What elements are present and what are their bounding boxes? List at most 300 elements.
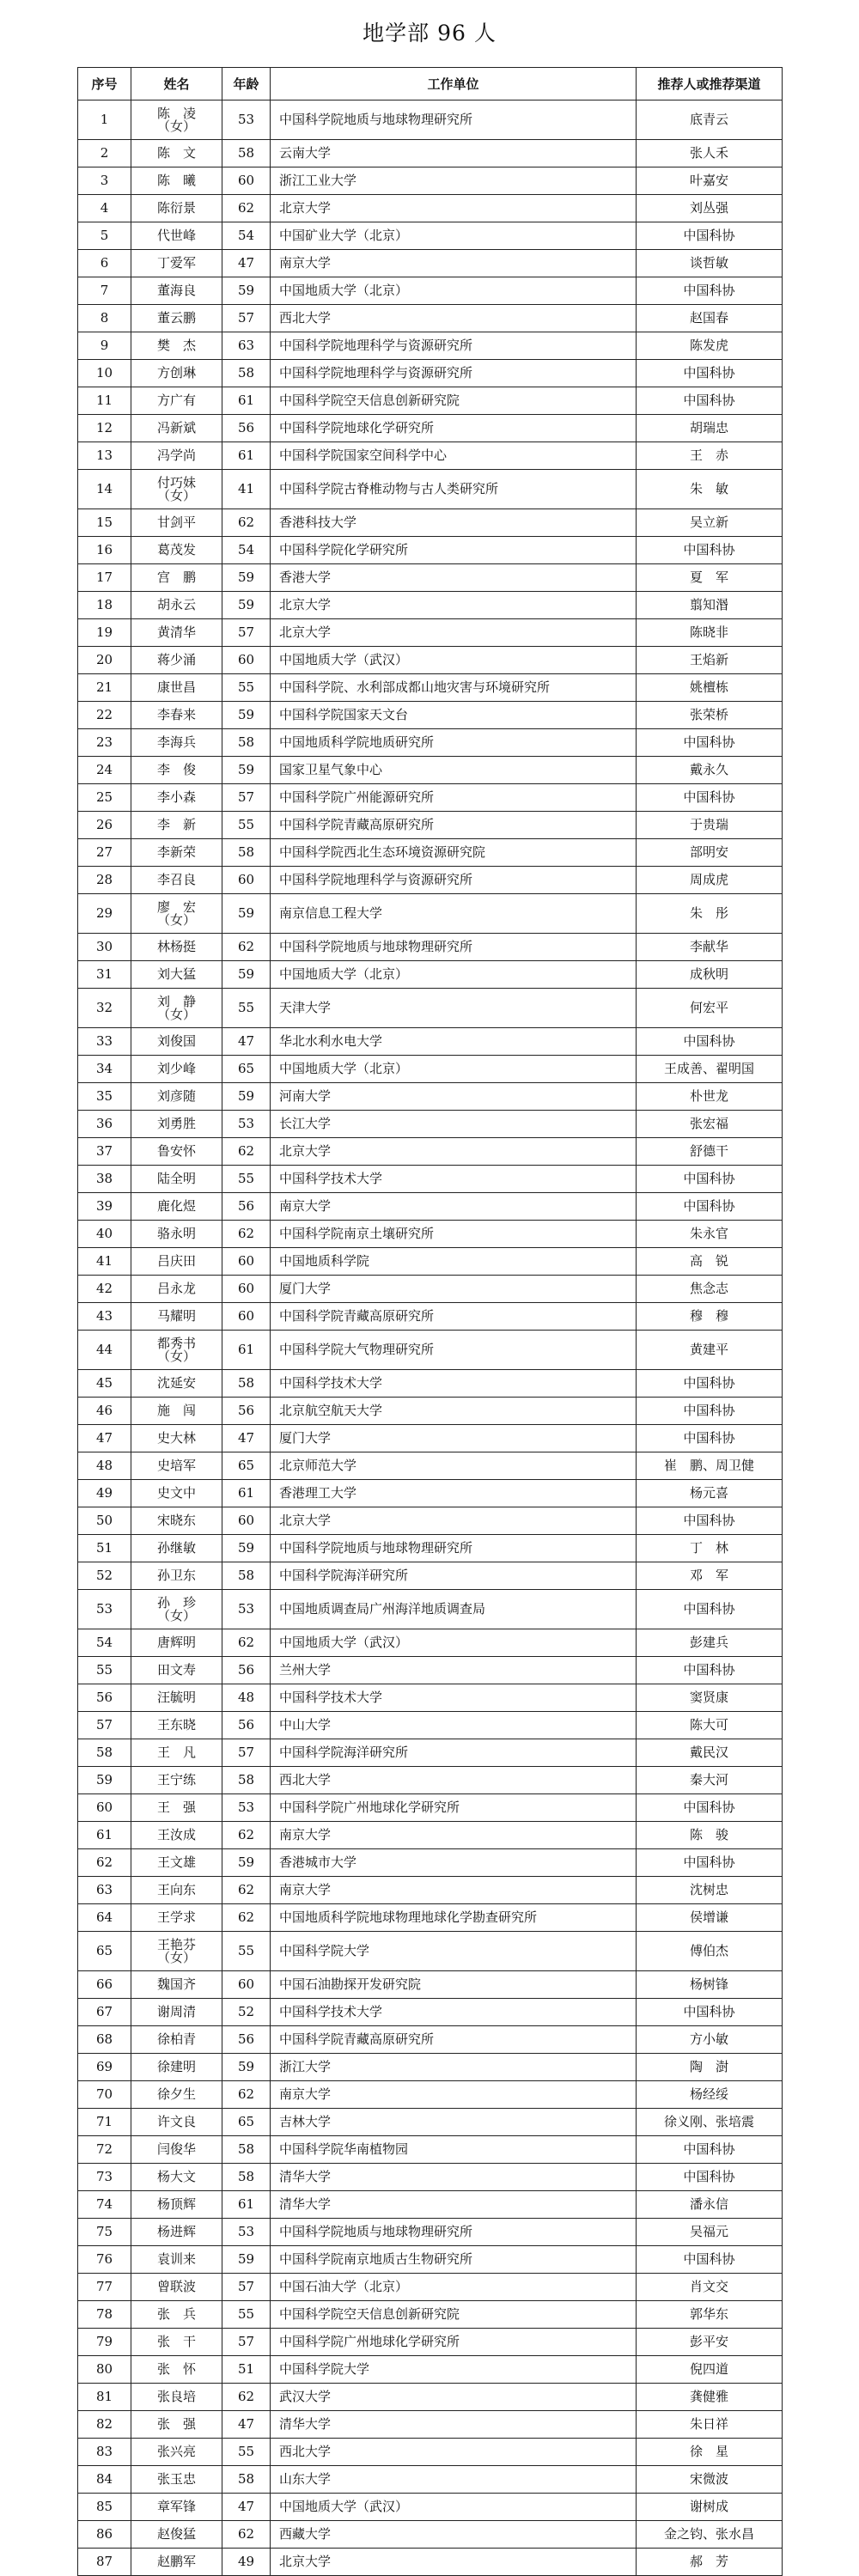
row-unit: 中国地质大学（北京） — [271, 961, 637, 989]
row-age: 62 — [222, 2384, 271, 2411]
row-recommender: 彭平安 — [637, 2329, 783, 2356]
row-index: 56 — [78, 1684, 131, 1712]
row-index: 63 — [78, 1877, 131, 1904]
row-unit: 中国地质大学（武汉） — [271, 1629, 637, 1657]
row-recommender: 中国科协 — [637, 387, 783, 415]
table-row — [78, 2136, 783, 2164]
row-recommender: 黄建平 — [637, 1331, 783, 1370]
row-name: 张 兵 — [131, 2301, 222, 2329]
row-age: 62 — [222, 1221, 271, 1248]
row-recommender: 谢树成 — [637, 2494, 783, 2521]
row-index: 50 — [78, 1507, 131, 1535]
row-age: 56 — [222, 2026, 271, 2054]
row-unit: 中国地质大学（北京） — [271, 277, 637, 305]
row-index: 70 — [78, 2081, 131, 2109]
row-age: 55 — [222, 989, 271, 1028]
table-row — [78, 1657, 783, 1684]
table-row — [78, 140, 783, 167]
row-index: 28 — [78, 867, 131, 894]
row-index: 13 — [78, 442, 131, 470]
table-row — [78, 2466, 783, 2494]
row-unit: 中国科学院空天信息创新研究院 — [271, 387, 637, 415]
table-row — [78, 2219, 783, 2246]
header-unit: 工作单位 — [271, 68, 637, 100]
row-unit: 中国石油勘探开发研究院 — [271, 1971, 637, 1999]
table-row — [78, 1248, 783, 1276]
row-unit: 中国科学院南京地质古生物研究所 — [271, 2246, 637, 2274]
row-index: 12 — [78, 415, 131, 442]
row-name: 林杨挺 — [131, 934, 222, 961]
table-row — [78, 729, 783, 757]
row-age: 58 — [222, 2164, 271, 2191]
row-age: 62 — [222, 2081, 271, 2109]
row-name: 李小森 — [131, 784, 222, 812]
header-age: 年龄 — [222, 68, 271, 100]
row-unit: 中国科学院化学研究所 — [271, 537, 637, 564]
row-recommender: 崔 鹏、周卫健 — [637, 1452, 783, 1480]
row-age: 58 — [222, 1767, 271, 1794]
row-name: 廖 宏 （女） — [131, 894, 222, 934]
table-row — [78, 1684, 783, 1712]
table-row — [78, 2109, 783, 2136]
row-name: 王东晓 — [131, 1712, 222, 1739]
row-name: 许文良 — [131, 2109, 222, 2136]
table-row — [78, 1562, 783, 1590]
row-unit: 中国科学院华南植物园 — [271, 2136, 637, 2164]
table-row — [78, 619, 783, 647]
row-unit: 北京师范大学 — [271, 1452, 637, 1480]
row-recommender: 中国科协 — [637, 277, 783, 305]
row-name: 魏国齐 — [131, 1971, 222, 1999]
table-body — [78, 100, 783, 2576]
row-unit: 中国科学院国家空间科学中心 — [271, 442, 637, 470]
row-age: 61 — [222, 442, 271, 470]
row-name: 施 闯 — [131, 1398, 222, 1425]
table-row — [78, 1822, 783, 1849]
row-age: 60 — [222, 867, 271, 894]
row-index: 71 — [78, 2109, 131, 2136]
row-index: 9 — [78, 332, 131, 360]
row-name: 黄清华 — [131, 619, 222, 647]
row-name: 陆全明 — [131, 1166, 222, 1193]
row-name: 胡永云 — [131, 592, 222, 619]
row-index: 32 — [78, 989, 131, 1028]
row-age: 58 — [222, 2466, 271, 2494]
row-recommender: 谈哲敏 — [637, 250, 783, 277]
row-age: 59 — [222, 2054, 271, 2081]
row-unit: 西北大学 — [271, 1767, 637, 1794]
row-index: 52 — [78, 1562, 131, 1590]
row-recommender: 戴永久 — [637, 757, 783, 784]
row-index: 47 — [78, 1425, 131, 1452]
page-title: 地学部 96 人 — [362, 21, 497, 46]
row-age: 53 — [222, 2219, 271, 2246]
row-name: 蒋少涌 — [131, 647, 222, 674]
row-unit: 北京大学 — [271, 592, 637, 619]
row-name: 陈 曦 — [131, 167, 222, 195]
row-unit: 中国科学院南京土壤研究所 — [271, 1221, 637, 1248]
row-index: 23 — [78, 729, 131, 757]
row-recommender: 底青云 — [637, 100, 783, 140]
row-recommender: 中国科协 — [637, 1849, 783, 1877]
row-age: 47 — [222, 2494, 271, 2521]
row-recommender: 中国科协 — [637, 1794, 783, 1822]
row-index: 1 — [78, 100, 131, 140]
row-unit: 中国地质大学（北京） — [271, 1056, 637, 1083]
row-unit: 中国科学院广州地球化学研究所 — [271, 2329, 637, 2356]
row-unit: 长江大学 — [271, 1111, 637, 1138]
row-unit: 厦门大学 — [271, 1276, 637, 1303]
row-unit: 中国科学院西北生态环境资源研究院 — [271, 839, 637, 867]
table-row — [78, 1221, 783, 1248]
row-unit: 浙江大学 — [271, 2054, 637, 2081]
row-name: 董云鹏 — [131, 305, 222, 332]
row-recommender: 中国科协 — [637, 2246, 783, 2274]
row-index: 76 — [78, 2246, 131, 2274]
row-name: 孙卫东 — [131, 1562, 222, 1590]
row-index: 41 — [78, 1248, 131, 1276]
row-recommender: 中国科协 — [637, 1370, 783, 1398]
row-age: 52 — [222, 1999, 271, 2026]
row-name: 王学求 — [131, 1904, 222, 1932]
row-unit: 南京大学 — [271, 2081, 637, 2109]
row-name: 樊 杰 — [131, 332, 222, 360]
row-name: 沈延安 — [131, 1370, 222, 1398]
table-row — [78, 1276, 783, 1303]
row-unit: 香港城市大学 — [271, 1849, 637, 1877]
row-age: 62 — [222, 2521, 271, 2549]
row-age: 58 — [222, 839, 271, 867]
row-age: 62 — [222, 1822, 271, 1849]
row-name: 史文中 — [131, 1480, 222, 1507]
table-row — [78, 1590, 783, 1629]
row-recommender: 吴立新 — [637, 509, 783, 537]
table-row — [78, 812, 783, 839]
row-recommender: 朱永官 — [637, 1221, 783, 1248]
row-recommender: 胡瑞忠 — [637, 415, 783, 442]
table-row — [78, 1166, 783, 1193]
table-row — [78, 1028, 783, 1056]
row-index: 35 — [78, 1083, 131, 1111]
row-index: 16 — [78, 537, 131, 564]
row-recommender: 中国科协 — [637, 1507, 783, 1535]
row-recommender: 朴世龙 — [637, 1083, 783, 1111]
row-recommender: 王焰新 — [637, 647, 783, 674]
row-unit: 中国科学院地理科学与资源研究所 — [271, 867, 637, 894]
row-age: 58 — [222, 360, 271, 387]
table-row — [78, 2521, 783, 2549]
row-age: 59 — [222, 961, 271, 989]
row-recommender: 倪四道 — [637, 2356, 783, 2384]
row-name: 都秀书 （女） — [131, 1331, 222, 1370]
row-unit: 香港科技大学 — [271, 509, 637, 537]
row-recommender: 戴民汉 — [637, 1739, 783, 1767]
row-index: 44 — [78, 1331, 131, 1370]
row-age: 55 — [222, 1932, 271, 1971]
table-row — [78, 2329, 783, 2356]
row-age: 62 — [222, 1629, 271, 1657]
row-age: 57 — [222, 2274, 271, 2301]
row-index: 10 — [78, 360, 131, 387]
row-index: 66 — [78, 1971, 131, 1999]
row-age: 60 — [222, 1276, 271, 1303]
row-recommender: 部明安 — [637, 839, 783, 867]
row-age: 58 — [222, 729, 271, 757]
row-name: 刘 静 （女） — [131, 989, 222, 1028]
row-name: 陈 文 — [131, 140, 222, 167]
row-unit: 中国科学院地理科学与资源研究所 — [271, 332, 637, 360]
row-recommender: 潘永信 — [637, 2191, 783, 2219]
table-row — [78, 360, 783, 387]
row-unit: 北京大学 — [271, 1507, 637, 1535]
row-age: 47 — [222, 1028, 271, 1056]
row-age: 54 — [222, 222, 271, 250]
row-name: 陈 凌 （女） — [131, 100, 222, 140]
row-recommender: 中国科协 — [637, 2136, 783, 2164]
row-index: 2 — [78, 140, 131, 167]
row-recommender: 于贵瑞 — [637, 812, 783, 839]
row-recommender: 中国科协 — [637, 784, 783, 812]
table-row — [78, 647, 783, 674]
row-index: 84 — [78, 2466, 131, 2494]
row-unit: 西藏大学 — [271, 2521, 637, 2549]
row-recommender: 赵国春 — [637, 305, 783, 332]
row-age: 63 — [222, 332, 271, 360]
row-age: 65 — [222, 1056, 271, 1083]
row-index: 24 — [78, 757, 131, 784]
row-age: 57 — [222, 1739, 271, 1767]
row-recommender: 中国科协 — [637, 222, 783, 250]
row-recommender: 李献华 — [637, 934, 783, 961]
row-unit: 中国科学技术大学 — [271, 1166, 637, 1193]
row-recommender: 杨树锋 — [637, 1971, 783, 1999]
row-recommender: 吴福元 — [637, 2219, 783, 2246]
row-recommender: 夏 军 — [637, 564, 783, 592]
row-unit: 清华大学 — [271, 2191, 637, 2219]
row-name: 曾联波 — [131, 2274, 222, 2301]
row-age: 41 — [222, 470, 271, 509]
table-row — [78, 537, 783, 564]
table-row — [78, 2246, 783, 2274]
row-name: 李海兵 — [131, 729, 222, 757]
row-unit: 北京大学 — [271, 619, 637, 647]
table-row — [78, 415, 783, 442]
row-recommender: 姚檀栋 — [637, 674, 783, 702]
row-age: 47 — [222, 1425, 271, 1452]
table-row — [78, 894, 783, 934]
row-unit: 北京大学 — [271, 2549, 637, 2576]
table-row — [78, 100, 783, 140]
row-index: 27 — [78, 839, 131, 867]
row-age: 59 — [222, 1849, 271, 1877]
row-unit: 中国科学院大气物理研究所 — [271, 1331, 637, 1370]
row-index: 61 — [78, 1822, 131, 1849]
row-unit: 山东大学 — [271, 2466, 637, 2494]
row-name: 赵鹏军 — [131, 2549, 222, 2576]
table-row — [78, 2081, 783, 2109]
table-row — [78, 2164, 783, 2191]
row-index: 42 — [78, 1276, 131, 1303]
row-index: 87 — [78, 2549, 131, 2576]
row-name: 杨进辉 — [131, 2219, 222, 2246]
row-index: 21 — [78, 674, 131, 702]
row-age: 60 — [222, 167, 271, 195]
row-age: 60 — [222, 1971, 271, 1999]
row-name: 杨顶辉 — [131, 2191, 222, 2219]
row-unit: 中国科学院国家天文台 — [271, 702, 637, 729]
row-name: 李 俊 — [131, 757, 222, 784]
row-index: 20 — [78, 647, 131, 674]
row-unit: 中国地质科学院 — [271, 1248, 637, 1276]
row-index: 38 — [78, 1166, 131, 1193]
row-unit: 武汉大学 — [271, 2384, 637, 2411]
row-name: 徐夕生 — [131, 2081, 222, 2109]
row-name: 李 新 — [131, 812, 222, 839]
row-age: 62 — [222, 1877, 271, 1904]
table-row — [78, 1083, 783, 1111]
row-name: 冯新斌 — [131, 415, 222, 442]
row-recommender: 金之钧、张水昌 — [637, 2521, 783, 2549]
row-age: 60 — [222, 1248, 271, 1276]
row-index: 81 — [78, 2384, 131, 2411]
row-index: 85 — [78, 2494, 131, 2521]
row-unit: 中国地质科学院地球物理地球化学勘查研究所 — [271, 1904, 637, 1932]
row-index: 36 — [78, 1111, 131, 1138]
row-age: 57 — [222, 2329, 271, 2356]
row-index: 58 — [78, 1739, 131, 1767]
row-index: 49 — [78, 1480, 131, 1507]
row-recommender: 杨元喜 — [637, 1480, 783, 1507]
row-age: 58 — [222, 140, 271, 167]
row-unit: 国家卫星气象中心 — [271, 757, 637, 784]
row-recommender: 中国科协 — [637, 1166, 783, 1193]
row-recommender: 中国科协 — [637, 1999, 783, 2026]
row-unit: 中国科学院地质与地球物理研究所 — [271, 100, 637, 140]
row-index: 79 — [78, 2329, 131, 2356]
row-index: 31 — [78, 961, 131, 989]
row-index: 18 — [78, 592, 131, 619]
table-row — [78, 867, 783, 894]
table-row — [78, 1398, 783, 1425]
row-unit: 中国科学院地质与地球物理研究所 — [271, 2219, 637, 2246]
row-name: 孙继敏 — [131, 1535, 222, 1562]
row-recommender: 陶 澍 — [637, 2054, 783, 2081]
row-name: 刘勇胜 — [131, 1111, 222, 1138]
table-row — [78, 2384, 783, 2411]
row-recommender: 窦贤康 — [637, 1684, 783, 1712]
row-name: 付巧妹 （女） — [131, 470, 222, 509]
header-index: 序号 — [78, 68, 131, 100]
row-name: 宫 鹏 — [131, 564, 222, 592]
row-index: 40 — [78, 1221, 131, 1248]
row-unit: 中国地质调查局广州海洋地质调查局 — [271, 1590, 637, 1629]
table-row — [78, 702, 783, 729]
row-name: 冯学尚 — [131, 442, 222, 470]
row-recommender: 彭建兵 — [637, 1629, 783, 1657]
row-name: 张兴亮 — [131, 2439, 222, 2466]
row-recommender: 龚健雅 — [637, 2384, 783, 2411]
row-name: 王艳芬 （女） — [131, 1932, 222, 1971]
table-row — [78, 1056, 783, 1083]
row-recommender: 徐 星 — [637, 2439, 783, 2466]
table-row — [78, 2191, 783, 2219]
row-unit: 云南大学 — [271, 140, 637, 167]
row-unit: 中国科学院大学 — [271, 1932, 637, 1971]
row-index: 55 — [78, 1657, 131, 1684]
table-header — [78, 68, 783, 100]
row-recommender: 中国科协 — [637, 1028, 783, 1056]
row-recommender: 张宏福 — [637, 1111, 783, 1138]
table-row — [78, 332, 783, 360]
row-index: 8 — [78, 305, 131, 332]
table-row — [78, 1739, 783, 1767]
table-row — [78, 1480, 783, 1507]
row-age: 57 — [222, 784, 271, 812]
row-index: 33 — [78, 1028, 131, 1056]
row-unit: 厦门大学 — [271, 1425, 637, 1452]
row-age: 53 — [222, 1111, 271, 1138]
row-age: 61 — [222, 1331, 271, 1370]
row-recommender: 穆 穆 — [637, 1303, 783, 1331]
row-recommender: 张荣桥 — [637, 702, 783, 729]
row-age: 60 — [222, 1303, 271, 1331]
row-index: 30 — [78, 934, 131, 961]
row-unit: 中国石油大学（北京） — [271, 2274, 637, 2301]
row-age: 48 — [222, 1684, 271, 1712]
row-index: 62 — [78, 1849, 131, 1877]
table-row — [78, 470, 783, 509]
row-index: 17 — [78, 564, 131, 592]
row-recommender: 翦知湣 — [637, 592, 783, 619]
row-age: 47 — [222, 250, 271, 277]
row-unit: 河南大学 — [271, 1083, 637, 1111]
row-name: 王文雄 — [131, 1849, 222, 1877]
row-name: 丁爱军 — [131, 250, 222, 277]
candidate-table — [77, 67, 783, 2576]
row-index: 82 — [78, 2411, 131, 2439]
row-name: 陈衍景 — [131, 195, 222, 222]
row-age: 62 — [222, 1138, 271, 1166]
row-index: 19 — [78, 619, 131, 647]
row-age: 62 — [222, 195, 271, 222]
row-name: 张玉忠 — [131, 2466, 222, 2494]
row-unit: 南京大学 — [271, 1193, 637, 1221]
row-name: 王 强 — [131, 1794, 222, 1822]
row-unit: 中国科学院古脊椎动物与古人类研究所 — [271, 470, 637, 509]
row-index: 11 — [78, 387, 131, 415]
table-row — [78, 1370, 783, 1398]
row-index: 3 — [78, 167, 131, 195]
row-recommender: 朱日祥 — [637, 2411, 783, 2439]
row-unit: 中国科学院海洋研究所 — [271, 1739, 637, 1767]
row-age: 47 — [222, 2411, 271, 2439]
table-row — [78, 1452, 783, 1480]
row-unit: 中国科学院青藏高原研究所 — [271, 2026, 637, 2054]
row-recommender: 刘丛强 — [637, 195, 783, 222]
row-name: 张良培 — [131, 2384, 222, 2411]
row-unit: 中国科学院地质与地球物理研究所 — [271, 934, 637, 961]
row-name: 张 干 — [131, 2329, 222, 2356]
row-unit: 中国科学院广州地球化学研究所 — [271, 1794, 637, 1822]
row-index: 48 — [78, 1452, 131, 1480]
row-name: 史大林 — [131, 1425, 222, 1452]
row-recommender: 宋微波 — [637, 2466, 783, 2494]
row-index: 59 — [78, 1767, 131, 1794]
row-unit: 中山大学 — [271, 1712, 637, 1739]
row-unit: 兰州大学 — [271, 1657, 637, 1684]
row-recommender: 周成虎 — [637, 867, 783, 894]
row-unit: 南京信息工程大学 — [271, 894, 637, 934]
